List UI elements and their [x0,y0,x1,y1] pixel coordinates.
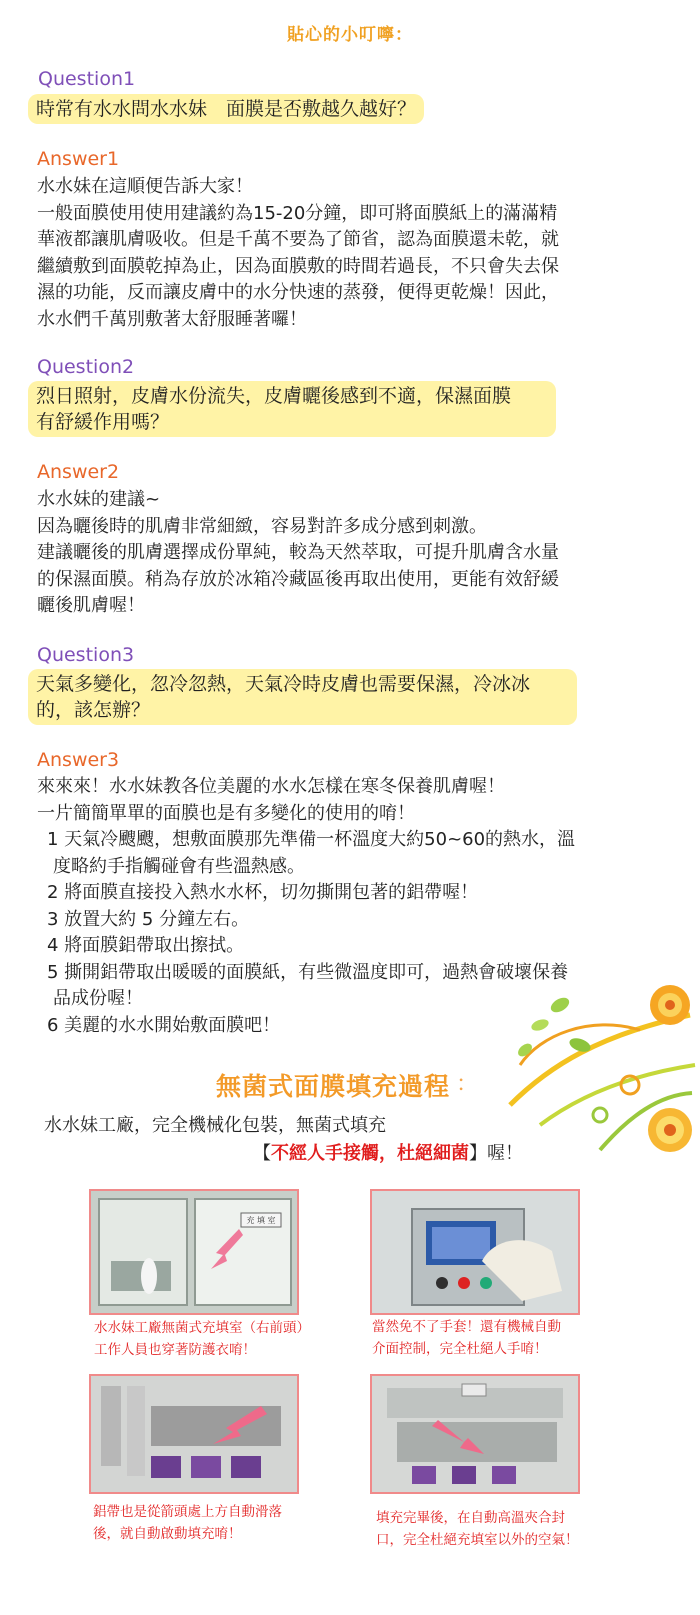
photo-filling-room [89,1189,299,1315]
caption-4: 填充完畢後，在自動高溫夾合封 口，完全杜絕充填室以外的空氣！ [376,1510,579,1548]
step-4: 4 將面膜鋁帶取出擦拭。 [47,935,245,956]
caption-3: 鋁帶也是從箭頭處上方自動滑落 後，就自動啟動填充唷！ [93,1504,282,1542]
question2-label: Question2 [37,356,135,378]
caption-1: 水水妹工廠無菌式充填室（右前頭） 工作人員也穿著防護衣唷！ [94,1320,310,1358]
question3-text: 天氣多變化，忽冷忽熱，天氣冷時皮膚也需要保濕，冷冰冰 的，該怎辦？ [28,669,577,725]
step-5-cont: 品成份喔！ [53,988,143,1009]
tips-title: 貼心的小叮嚀： [287,25,413,45]
photo-sealing-machine [370,1374,580,1494]
control-panel-image-icon [372,1191,578,1313]
title-dots: ： [456,1072,479,1097]
filling-room-image-icon [91,1191,297,1313]
question3-label: Question3 [37,644,135,666]
answer2-label: Answer2 [37,461,120,483]
emphasis-red-text: 不經人手接觸，杜絕細菌 [271,1143,469,1164]
process-subtitle: 水水妹工廠，完全機械化包裝，無菌式填充 [44,1115,386,1136]
step-3: 3 放置大約 5 分鐘左右。 [47,908,250,930]
answer3-label: Answer3 [37,749,120,771]
question1-text: 時常有水水問水水妹 面膜是否敷越久越好？ [28,94,424,124]
answer3-text: 來來來！水水妹教各位美麗的水水怎樣在寒冬保養肌膚喔！ 一片簡簡單單的面膜也是有多變化的使用的唷！ 1 天氣冷颼颼，想敷面膜那先準備一杯溫度大約50~60的熱水，溫 度略約手指觸碰會有些溫熱感。 2 將面膜直接投入熱水水杯，切勿撕開包著的鋁帶喔！ 3 放置大約 5 分鐘左右。 4 將面膜鋁帶取出擦拭。 5 撕開鋁帶取出暖暖的面膜紙，有些微溫度即可，過熱會破壞保養 品成份喔！ 6 美麗的水水開始敷面膜吧！ [37,774,657,1039]
step-1: 1 天氣冷颼颼，想敷面膜那先準備一杯溫度大約50~60的熱水，溫 [47,829,576,850]
step-1-cont: 度略約手指觸碰會有些溫熱感。 [53,855,305,877]
answer2-text: 水水妹的建議~ 因為曬後時的肌膚非常細緻，容易對許多成分感到刺激。 建議曬後的肌膚選擇成份單純，較為天然萃取，可提升肌膚含水量 的保濕面膜。稍為存放於冰箱冷藏區後再取出使用，更能有效舒緩 曬後肌膚喔！ [37,489,559,616]
step-5: 5 撕開鋁帶取出暖暖的面膜紙，有些微溫度即可，過熱會破壞保養 [47,961,569,983]
process-emphasis: 【不經人手接觸，杜絕細菌】喔！ [253,1143,523,1164]
room-sign-text: 充 填 室 [246,1216,276,1225]
sealing-machine-image-icon [372,1376,578,1492]
step-2: 2 將面膜直接投入熱水水杯，切勿撕開包著的鋁帶喔！ [47,882,479,903]
aluminum-feed-image-icon [91,1376,297,1492]
step-6: 6 美麗的水水開始敷面膜吧！ [47,1014,281,1036]
photo-aluminum-feed [89,1374,299,1494]
caption-2: 當然免不了手套！還有機械自動 介面控制，完全杜絕人手唷！ [372,1319,561,1357]
photo-control-panel [370,1189,580,1315]
answer1-label: Answer1 [37,148,120,170]
question2-text: 烈日照射，皮膚水份流失，皮膚曬後感到不適，保濕面膜 有舒緩作用嗎？ [28,381,556,437]
process-title: 無菌式面膜填充過程 [216,1072,451,1101]
question1-label: Question1 [38,68,136,90]
answer1-text: 水水妹在這順便告訴大家！ 一般面膜使用使用建議約為15-20分鐘，即可將面膜紙上的滿滿精 華液都讓肌膚吸收。但是千萬不要為了節省，認為面膜還未乾，就 繼續敷到面膜乾掉為止，因為面膜敷的時間若過長，不只會失去保 濕的功能，反而讓皮膚中的水分快速的蒸發，便得更乾燥！因此， 水水們千萬別敷著太舒服睡著囉！ [37,176,559,330]
